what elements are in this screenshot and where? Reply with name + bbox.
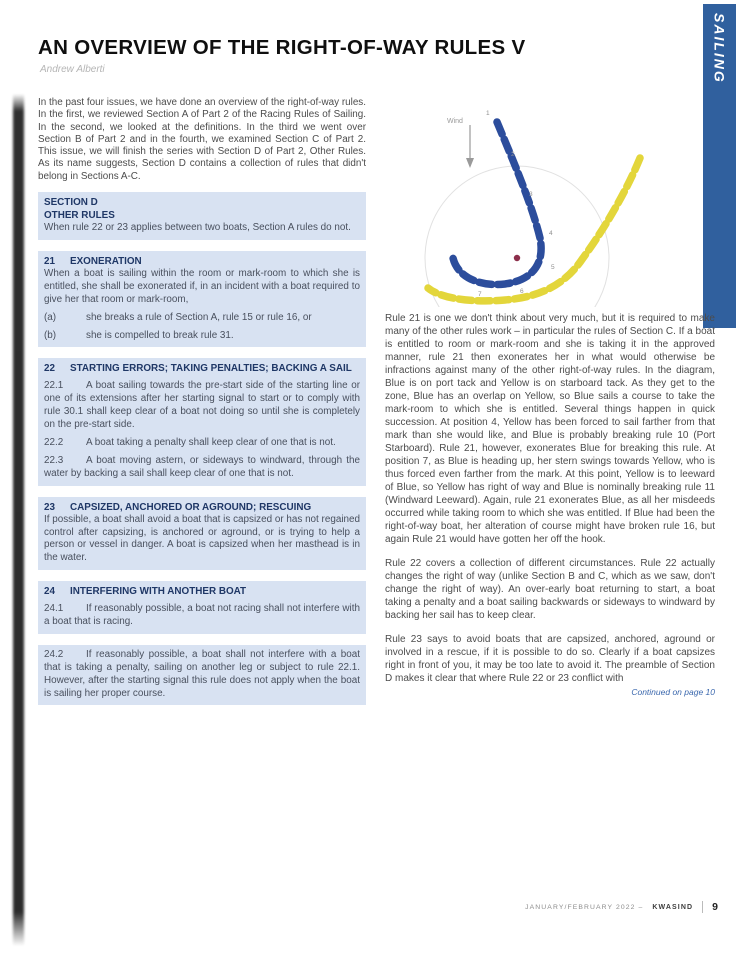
page-title: AN OVERVIEW OF THE RIGHT-OF-WAY RULES V <box>38 36 526 59</box>
rule-number: 23 <box>44 501 55 513</box>
rule-block-24 <box>38 581 366 634</box>
continued-notice: Continued on page 10 <box>631 687 715 697</box>
subitem-label: (b) <box>44 329 57 341</box>
wind-arrowhead <box>466 158 474 168</box>
subitem-label: 22.2 <box>44 436 64 448</box>
rule-title: CAPSIZED, ANCHORED OR AGROUND; RESCUING <box>70 501 312 513</box>
rule-block-24-2 <box>38 645 366 706</box>
subitem-text: she is compelled to break rule 31. <box>86 329 234 341</box>
right-column <box>385 95 715 697</box>
subitem-label: 22.3 <box>44 454 64 466</box>
rule-heading: OTHER RULES <box>44 210 115 222</box>
rule-heading <box>44 362 360 375</box>
rule-block-21 <box>38 251 366 347</box>
position-label: 5 <box>551 264 555 271</box>
rule-number: 21 <box>44 255 55 267</box>
footer-page-number: 9 <box>712 901 718 913</box>
zone-circle <box>425 166 609 307</box>
intro-paragraph: In the past four issues, we have done an overview of the right-of-way rules. In the first, we reviewed Section A of Part 2 of the Racing Rules of Sailing. In the second, we looked at the definitions. In the third we went over Section B of Part 2 and in the fourth, we examined Section C of Part 2. This issue, we will finish the series with Section D of Part 2, Other Rules. As its name suggests, Section D contains a collection of rules that didn't belong in Sections A-C. <box>38 97 366 182</box>
subitem-text: she breaks a rule of Section A, rule 15 or rule 16, or <box>86 311 312 323</box>
wind-label: Wind <box>447 118 463 125</box>
subitem-text: A boat moving astern, or sideways to windward, through the water by backing a sail shall keep clear of one that is not. <box>44 454 360 479</box>
rule-title: EXONERATION <box>70 255 142 267</box>
subitem-label: (a) <box>44 311 57 323</box>
subitem-text: If reasonably possible, a boat shall not interfere with a boat that is taking a penalty, sailing on another leg or subject to rule 22.1. However, after the starting signal this rule does not apply when the boat is sailing her proper course. <box>44 648 360 699</box>
left-column <box>38 97 366 716</box>
rule-title: STARTING ERRORS; TAKING PENALTIES; BACKING A SAIL <box>70 363 352 375</box>
rule-block-22 <box>38 358 366 485</box>
position-label: 6 <box>520 288 524 295</box>
rule-body: When rule 22 or 23 applies between two boats, Section A rules do not. <box>44 222 351 234</box>
rule-number: 24 <box>44 586 55 598</box>
rule-subitem <box>44 437 360 450</box>
course-diagram-svg <box>385 95 715 307</box>
course-diagram <box>385 95 715 307</box>
rule-subitem <box>44 312 360 325</box>
rule-block-section-d <box>38 192 366 240</box>
footer-issue: JANUARY/FEBRUARY 2022 – <box>525 903 644 911</box>
page-footer <box>300 901 718 913</box>
page-gutter-shadow <box>13 94 24 946</box>
rule-title: INTERFERING WITH ANOTHER BOAT <box>70 586 247 598</box>
position-label: 2 <box>511 151 515 158</box>
rule-body: If possible, a boat shall avoid a boat that is capsized or has not regained control after capsizing, is anchored or aground, or is trying to help a person or vessel in danger. A boat is capsized when her masthead is in the water. <box>44 513 360 564</box>
rule-heading <box>44 501 360 514</box>
article-paragraph: Rule 22 covers a collection of different circumstances. Rule 22 actually changes the right of way (unlike Section B and C, which as we saw, don't change the right of way). An over-early boat returning to start, a boat taking a penalty and a boat sailing backwards or sideways to windward by backing her sail has to keep clear. <box>385 558 715 621</box>
rule-heading <box>44 585 360 598</box>
footer-divider <box>702 901 703 913</box>
footer-magazine: KWASIND <box>652 903 694 911</box>
mark-dot <box>514 255 520 261</box>
subitem-label: 24.2 <box>44 648 64 660</box>
rule-heading <box>44 255 360 268</box>
article-paragraph: Rule 23 says to avoid boats that are capsized, anchored, aground or involved in a rescue, if it is possible to do so. Clearly if a boat capsizes right in front of you, it may be too late to avoid it. The preamble of Section D makes it clear that where Rule 22 or 23 conflict with <box>385 634 715 684</box>
section-tab-label: SAILING <box>711 13 728 84</box>
position-label: 7 <box>478 291 482 298</box>
subitem-text: A boat taking a penalty shall keep clear of one that is not. <box>86 436 336 448</box>
rule-subitem <box>44 649 360 701</box>
rule-subitem <box>44 380 360 432</box>
rule-subitem <box>44 330 360 343</box>
subitem-text: A boat sailing towards the pre-start side of the starting line or one of its extensions after her starting signal to start or to comply with rule 30.1 shall keep clear of a boat not doing so until she is completely on the pre-start side. <box>44 380 360 431</box>
position-label: 1 <box>486 110 490 117</box>
subitem-label: 22.1 <box>44 380 64 392</box>
byline: Andrew Alberti <box>40 64 105 75</box>
rule-subitem <box>44 455 360 481</box>
article-paragraph: Rule 21 is one we don't think about very much, but it is required to make many of the other rules work – in particular the rules of Section C. If a boat is entitled to room or mark-room and she is taking it in the approved manner, rule 21 then exonerates her in what would otherwise be infractions against many of the other right-of-way rules. In the diagram, Blue is on port tack and Yellow is on starboard tack. As they get to the zone, Blue has an overlap on Yellow, so Blue sails a course to take the mark-room to which she is entitled. Several things happen in quick succession. At position 4, Yellow has been forced to sail farther from that mark than she would like, and Blue is probably breaking rule 10 (Port Starboard). Rule 21, however, exonerates Blue for breaking this rule. At position 7, as Blue is heading up, her stern swings towards Yellow, who is thus forced even farther from the mark. At this point, Yellow is to leeward of Blue, so Yellow has right of way and Blue is nominally breaking rule 11 (Windward Leeward). Again, rule 21 exonerates Blue, as all her misdeeds occurred while taking room to which she was entitled. If Blue had been the right-of-way boat, her alteration of course might have broken rule 16, but again Rule 21 would have gotten her off the hook. <box>385 313 715 545</box>
rule-block-23 <box>38 497 366 571</box>
rule-subitem <box>44 603 360 629</box>
rule-body: When a boat is sailing within the room or mark-room to which she is entitled, she shall be exonerated if, in an incident with a boat required to give her that room or mark-room, <box>44 268 360 305</box>
position-label: 4 <box>549 230 553 237</box>
rule-number: 22 <box>44 363 55 375</box>
subitem-label: 24.1 <box>44 603 64 615</box>
blue-boat-track <box>453 122 541 284</box>
rule-heading: SECTION D <box>44 196 98 208</box>
position-label: 3 <box>529 191 533 198</box>
subitem-text: If reasonably possible, a boat not racing shall not interfere with a boat that is racing. <box>44 603 360 628</box>
